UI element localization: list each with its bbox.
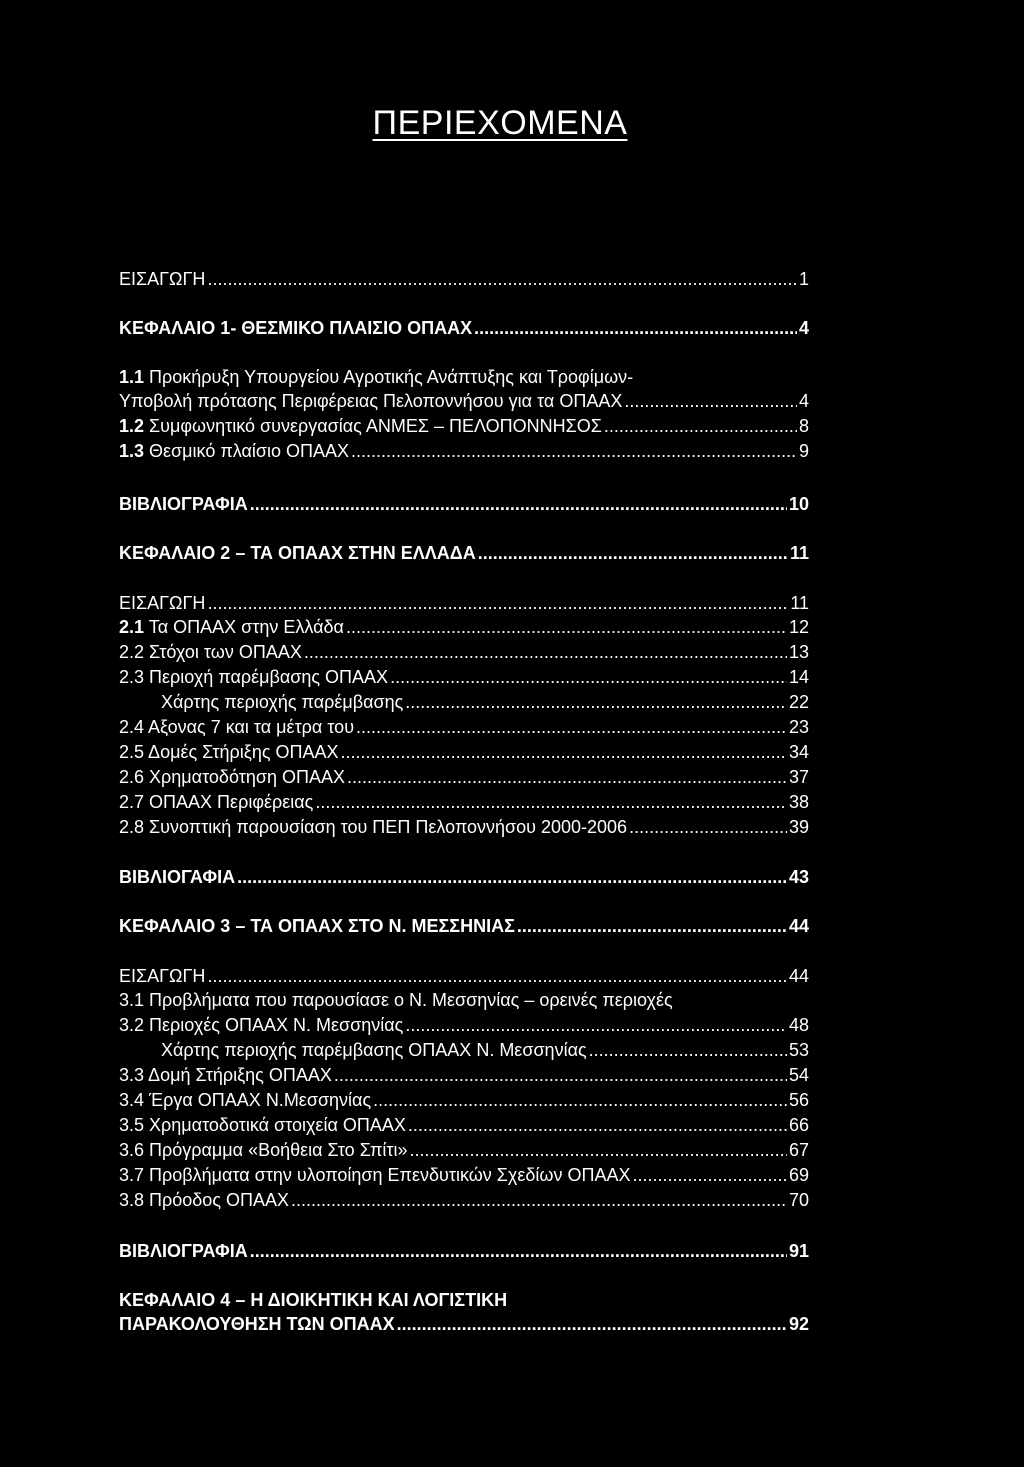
toc-entry-number: 3.2 <box>119 1015 145 1035</box>
toc-entry-number: 3.6 <box>119 1140 145 1160</box>
toc-entry-label: ΚΕΦΑΛΑΙΟ 1- ΘΕΣΜΙΚΟ ΠΛΑΙΣΙΟ ΟΠΑΑΧ <box>119 318 473 338</box>
toc-entry-page: 4 <box>798 391 809 411</box>
dot-leader <box>624 389 797 413</box>
toc-entry-label: Προβλήματα που παρουσίασε ο Ν. Μεσσηνίας – ορεινές περιοχές <box>144 990 673 1010</box>
toc-entry-page: 10 <box>788 494 809 514</box>
toc-entry-label: Χάρτης περιοχής παρέμβασης ΟΠΑΑΧ Ν. Μεσσηνίας <box>161 1040 587 1060</box>
dot-leader <box>410 1138 787 1162</box>
toc-entry-1-1-line1[interactable] <box>119 365 633 389</box>
toc-entry-label: ΚΕΦΑΛΑΙΟ 4 – Η ΔΙΟΙΚΗΤΙΚΗ ΚΑΙ ΛΟΓΙΣΤΙΚΗ <box>119 1290 508 1310</box>
toc-entry-label: Χρηματοδότηση ΟΠΑΑΧ <box>144 767 345 787</box>
dot-leader <box>347 765 787 789</box>
dot-leader <box>334 1063 787 1087</box>
toc-entry-2-5[interactable] <box>119 740 809 764</box>
dot-leader <box>351 439 797 463</box>
toc-entry-number: 3.5 <box>119 1115 145 1135</box>
toc-entry-3-7[interactable] <box>119 1163 809 1187</box>
toc-entry-page: 43 <box>788 867 809 887</box>
toc-entry-page: 92 <box>788 1314 809 1334</box>
dot-leader <box>633 1163 787 1187</box>
toc-entry-2-1[interactable] <box>119 615 809 639</box>
toc-entry-number: 1.3 <box>119 441 145 461</box>
toc-entry-number: 3.8 <box>119 1190 145 1210</box>
toc-entry-page: 1 <box>798 269 809 289</box>
toc-entry-number: 2.2 <box>119 642 145 662</box>
toc-entry-number: 2.5 <box>119 742 145 762</box>
toc-entry-label: ΒΙΒΛΙΟΓΡΑΦΙΑ <box>119 1241 248 1261</box>
toc-entry-page: 8 <box>798 416 809 436</box>
toc-entry-label: Συμφωνητικό συνεργασίας ΑΝΜΕΣ – ΠΕΛΟΠΟΝΝΗΣΟΣ <box>144 416 602 436</box>
toc-entry-number: 1.2 <box>119 416 145 436</box>
toc-entry-3-6[interactable] <box>119 1138 809 1162</box>
dot-leader <box>474 316 797 340</box>
toc-entry-chapter-4-line1[interactable] <box>119 1288 507 1312</box>
toc-entry-3-4[interactable] <box>119 1088 809 1112</box>
dot-leader <box>341 740 787 764</box>
dot-leader <box>397 1312 787 1336</box>
dot-leader <box>604 414 797 438</box>
toc-entry-label: Συνοπτική παρουσίαση του ΠΕΠ Πελοποννήσου 2000-2006 <box>144 817 628 837</box>
toc-entry-3-2-map[interactable] <box>161 1038 809 1062</box>
toc-entry-label: ΒΙΒΛΙΟΓΑΦΙΑ <box>119 867 236 887</box>
toc-entry-label: Περιοχή παρέμβασης ΟΠΑΑΧ <box>144 667 389 687</box>
toc-entry-3-5[interactable] <box>119 1113 809 1137</box>
toc-entry-label: Τα ΟΠΑΑΧ στην Ελλάδα <box>144 617 344 637</box>
toc-entry-number: 2.3 <box>119 667 145 687</box>
toc-entry-page: 11 <box>790 593 809 613</box>
toc-entry-chapter-2-introduction[interactable] <box>119 591 809 615</box>
toc-entry-number: 3.4 <box>119 1090 145 1110</box>
toc-entry-page: 54 <box>788 1065 809 1085</box>
toc-entry-label: Προβλήματα στην υλοποίηση Επενδυτικών Σχεδίων ΟΠΑΑΧ <box>144 1165 631 1185</box>
toc-entry-label: Δομή Στήριξης ΟΠΑΑΧ <box>144 1065 332 1085</box>
toc-entry-chapter-2[interactable] <box>119 541 809 565</box>
dot-leader <box>390 665 787 689</box>
toc-entry-number: 2.7 <box>119 792 145 812</box>
dot-leader <box>250 492 787 516</box>
toc-entry-page: 56 <box>788 1090 809 1110</box>
toc-entry-page: 69 <box>788 1165 809 1185</box>
toc-entry-page: 23 <box>788 717 809 737</box>
toc-entry-3-2[interactable] <box>119 1013 809 1037</box>
toc-entry-bibliography-3[interactable] <box>119 1239 809 1263</box>
toc-entry-1-1-line2[interactable] <box>119 389 809 413</box>
toc-entry-chapter-1[interactable] <box>119 316 809 340</box>
toc-entry-page: 37 <box>788 767 809 787</box>
toc-entry-page: 44 <box>788 916 809 936</box>
toc-entry-number: 1.1 <box>119 367 145 387</box>
dot-leader <box>207 964 787 988</box>
toc-entry-bibliography-2[interactable] <box>119 865 809 889</box>
toc-entry-label: ΚΕΦΑΛΑΙΟ 3 – ΤΑ ΟΠΑΑΧ ΣΤΟ Ν. ΜΕΣΣΗΝΙΑΣ <box>119 916 515 936</box>
toc-entry-number: 2.4 <box>119 717 145 737</box>
dot-leader <box>408 1113 787 1137</box>
toc-entry-label: ΒΙΒΛΙΟΓΡΑΦΙΑ <box>119 494 248 514</box>
toc-entry-label: Δομές Στήριξης ΟΠΑΑΧ <box>144 742 339 762</box>
toc-entry-number: 3.1 <box>119 990 145 1010</box>
toc-entry-3-3[interactable] <box>119 1063 809 1087</box>
toc-entry-label: Προκήρυξη Υπουργείου Αγροτικής Ανάπτυξης και Τροφίμων- <box>144 367 634 387</box>
toc-entry-1-3[interactable] <box>119 439 809 463</box>
dot-leader <box>315 790 787 814</box>
toc-entry-page: 12 <box>788 617 809 637</box>
dot-leader <box>405 690 787 714</box>
dot-leader <box>589 1038 787 1062</box>
toc-entry-number: 2.8 <box>119 817 145 837</box>
toc-entry-label: Υποβολή πρότασης Περιφέρειας Πελοποννήσου για τα ΟΠΑΑΧ <box>119 391 623 411</box>
toc-entry-page: 38 <box>788 792 809 812</box>
toc-entry-number: 2.6 <box>119 767 145 787</box>
page-title: ΠΕΡΙΕΧΟΜΕΝΑ <box>372 104 628 142</box>
toc-entry-number: 3.3 <box>119 1065 145 1085</box>
toc-entry-label: ΕΙΣΑΓΩΓΗ <box>119 593 206 613</box>
toc-entry-label: ΕΙΣΑΓΩΓΗ <box>119 966 206 986</box>
toc-entry-page: 91 <box>788 1241 809 1261</box>
toc-entry-page: 67 <box>788 1140 809 1160</box>
dot-leader <box>373 1088 787 1112</box>
toc-entry-label: Στόχοι των ΟΠΑΑΧ <box>144 642 302 662</box>
dot-leader <box>517 914 787 938</box>
dot-leader <box>304 640 787 664</box>
toc-entry-number: 2.1 <box>119 617 145 637</box>
toc-entry-3-8[interactable] <box>119 1188 809 1212</box>
dot-leader <box>237 865 787 889</box>
toc-entry-2-3[interactable] <box>119 665 809 689</box>
toc-entry-page: 4 <box>798 318 809 338</box>
dot-leader <box>207 591 788 615</box>
toc-entry-label: ΕΙΣΑΓΩΓΗ <box>119 269 206 289</box>
toc-entry-page: 14 <box>788 667 809 687</box>
dot-leader <box>405 1013 787 1037</box>
dot-leader <box>478 541 788 565</box>
dot-leader <box>629 815 787 839</box>
toc-entry-page: 53 <box>788 1040 809 1060</box>
toc-entry-number: 3.7 <box>119 1165 145 1185</box>
toc-entry-chapter-3-introduction[interactable] <box>119 964 809 988</box>
toc-entry-2-8[interactable] <box>119 815 809 839</box>
toc-entry-2-6[interactable] <box>119 765 809 789</box>
toc-entry-page: 13 <box>788 642 809 662</box>
toc-entry-label: Πρόοδος ΟΠΑΑΧ <box>144 1190 290 1210</box>
dot-leader <box>346 615 787 639</box>
dot-leader <box>356 715 787 739</box>
toc-entry-2-4[interactable] <box>119 715 809 739</box>
toc-entry-label: ΠΑΡΑΚΟΛΟΥΘΗΣΗ ΤΩΝ ΟΠΑΑΧ <box>119 1314 395 1334</box>
toc-entry-3-1[interactable] <box>119 988 673 1012</box>
toc-entry-label: ΚΕΦΑΛΑΙΟ 2 – ΤΑ ΟΠΑΑΧ ΣΤΗΝ ΕΛΛΑΔΑ <box>119 543 476 563</box>
toc-entry-chapter-3[interactable] <box>119 914 809 938</box>
toc-entry-2-7[interactable] <box>119 790 809 814</box>
toc-entry-label: Πρόγραμμα «Βοήθεια Στο Σπίτι» <box>144 1140 408 1160</box>
dot-leader <box>250 1239 787 1263</box>
toc-entry-label: Αξονας 7 και τα μέτρα του <box>144 717 355 737</box>
dot-leader <box>207 267 797 291</box>
toc-entry-page: 48 <box>788 1015 809 1035</box>
toc-entry-page: 34 <box>788 742 809 762</box>
toc-entry-page: 70 <box>788 1190 809 1210</box>
toc-entry-page: 44 <box>788 966 809 986</box>
toc-entry-page: 9 <box>798 441 809 461</box>
toc-entry-page: 66 <box>788 1115 809 1135</box>
toc-entry-label: ΟΠΑΑΧ Περιφέρειας <box>144 792 314 812</box>
toc-entry-chapter-4-line2[interactable] <box>119 1312 809 1336</box>
toc-entry-label: Χάρτης περιοχής παρέμβασης <box>161 692 404 712</box>
dot-leader <box>291 1188 787 1212</box>
toc-entry-introduction[interactable] <box>119 267 809 291</box>
toc-entry-label: Έργα ΟΠΑΑΧ Ν.Μεσσηνίας <box>144 1090 372 1110</box>
toc-entry-label: Θεσμικό πλαίσιο ΟΠΑΑΧ <box>144 441 350 461</box>
toc-entry-2-2[interactable] <box>119 640 809 664</box>
toc-entry-page: 11 <box>789 543 809 563</box>
toc-entry-page: 22 <box>788 692 809 712</box>
toc-entry-label: Χρηματοδοτικά στοιχεία ΟΠΑΑΧ <box>144 1115 406 1135</box>
toc-entry-bibliography-1[interactable] <box>119 492 809 516</box>
toc-entry-label: Περιοχές ΟΠΑΑΧ Ν. Μεσσηνίας <box>144 1015 404 1035</box>
toc-entry-2-3-map[interactable] <box>161 690 809 714</box>
toc-entry-page: 39 <box>788 817 809 837</box>
toc-entry-1-2[interactable] <box>119 414 809 438</box>
